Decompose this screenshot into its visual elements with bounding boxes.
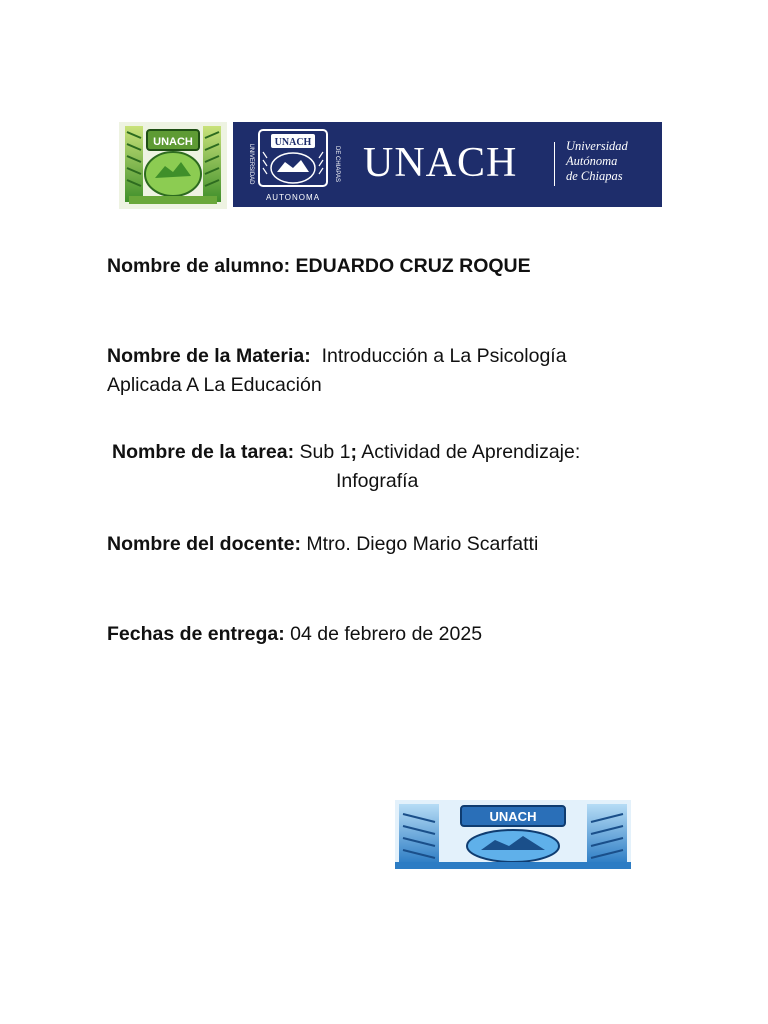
teacher-value: Mtro. Diego Mario Scarfatti	[306, 533, 539, 555]
university-line-3: de Chiapas	[566, 169, 623, 183]
task-value-line2: Infografía	[336, 470, 419, 492]
task-line	[112, 438, 580, 467]
date-value: 04 de febrero de 2025	[290, 623, 483, 645]
unach-crest-icon	[241, 124, 345, 204]
crest-text: UNACH	[274, 137, 312, 148]
unach-blue-logo	[395, 800, 631, 869]
teacher-label: Nombre del docente:	[107, 533, 301, 555]
subject-line-2	[107, 371, 322, 400]
green-logo-text: UNACH	[153, 136, 193, 148]
crest-side-left: UNIVERSIDAD	[248, 143, 254, 185]
university-line-2: Autónoma	[566, 154, 618, 168]
subject-value-2: Aplicada A La Educación	[107, 374, 322, 396]
crest-side-right: DE CHIAPAS	[334, 146, 340, 182]
blue-logo-text: UNACH	[489, 809, 537, 824]
task-value-part1: Sub 1	[299, 441, 351, 463]
banner-wordmark: UNACH	[363, 140, 518, 186]
subject-line	[107, 342, 567, 371]
task-colon: :	[574, 441, 581, 463]
task-value-part2: Actividad de Aprendizaje	[361, 441, 575, 463]
banner-divider	[554, 142, 555, 186]
subject-label: Nombre de la Materia:	[107, 345, 311, 367]
task-separator: ;	[350, 441, 357, 463]
crest-bottom-text: AUTONOMA	[265, 193, 321, 202]
task-label: Nombre de la tarea:	[112, 441, 295, 463]
teacher-line	[107, 530, 538, 559]
student-name-line	[107, 252, 531, 281]
date-label: Fechas de entrega:	[107, 623, 285, 645]
student-value: EDUARDO CRUZ ROQUE	[295, 255, 531, 277]
unach-banner	[233, 122, 662, 207]
date-line	[107, 620, 482, 649]
banner-university-name	[566, 139, 628, 184]
task-line-2	[336, 467, 418, 496]
student-label: Nombre de alumno:	[107, 255, 291, 277]
unach-green-logo	[119, 122, 227, 209]
university-line-1: Universidad	[566, 139, 628, 153]
subject-value-1: Introducción a La Psicología	[321, 345, 567, 367]
